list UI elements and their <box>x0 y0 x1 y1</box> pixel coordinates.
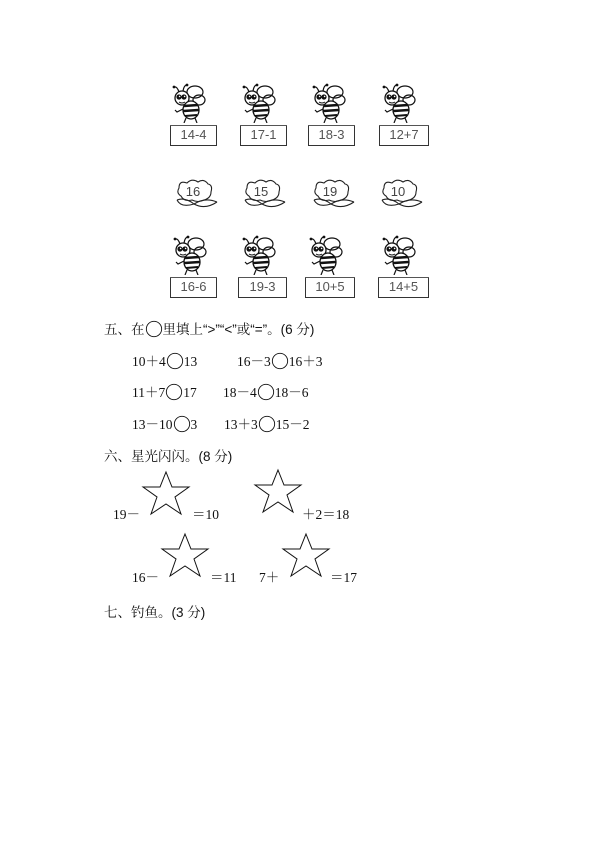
bee-icon <box>169 83 209 123</box>
bee-expression-box: 10+5 <box>305 277 355 298</box>
star-icon[interactable] <box>253 468 303 514</box>
flower-number: 15 <box>253 184 269 199</box>
bee-icon <box>379 235 419 275</box>
bee-expression-box: 14+5 <box>378 277 429 298</box>
answer-circle[interactable] <box>173 415 191 433</box>
comparison-item: 16－3 16＋3 <box>237 354 323 369</box>
bee-expression-box: 14-4 <box>170 125 217 146</box>
bee-icon <box>170 235 210 275</box>
star-icon[interactable] <box>281 532 331 578</box>
answer-circle[interactable] <box>271 352 289 370</box>
comparison-item: 11＋7 17 <box>132 385 197 400</box>
bee-icon <box>239 235 279 275</box>
flower-card <box>241 178 287 210</box>
flower-number: 16 <box>185 184 201 199</box>
star-icon[interactable] <box>160 532 210 578</box>
bee-icon <box>239 83 279 123</box>
bee-expression-box: 16-6 <box>170 277 217 298</box>
bee-icon <box>379 83 419 123</box>
bee-expression-box: 19-3 <box>238 277 287 298</box>
bee-icon <box>306 235 346 275</box>
comparison-item: 10＋4 13 <box>132 354 198 369</box>
bee-expression-box: 12+7 <box>379 125 429 146</box>
bee-icon <box>309 83 349 123</box>
answer-circle[interactable] <box>258 415 276 433</box>
answer-circle[interactable] <box>165 383 183 401</box>
star-icon[interactable] <box>141 470 191 516</box>
comparison-item: 13－10 3 <box>132 417 198 432</box>
section6-heading: 六、星光闪闪。(8 分) <box>104 449 233 464</box>
bee-expression-box: 18-3 <box>308 125 355 146</box>
section5-heading: 五、在 里填上“>”“<”或“=”。(6 分) <box>104 322 315 337</box>
flower-number: 19 <box>322 184 338 199</box>
answer-circle[interactable] <box>166 352 184 370</box>
answer-circle[interactable] <box>257 383 275 401</box>
flower-card <box>378 178 424 210</box>
comparison-item: 13＋3 15－2 <box>224 417 310 432</box>
bee-expression-box: 17-1 <box>240 125 287 146</box>
flower-card <box>310 178 356 210</box>
section7-heading: 七、钓鱼。(3 分) <box>104 605 206 620</box>
comparison-item: 18－4 18－6 <box>223 385 309 400</box>
flower-number: 10 <box>390 184 406 199</box>
blank-circle-icon <box>145 320 163 338</box>
flower-card <box>173 178 219 210</box>
